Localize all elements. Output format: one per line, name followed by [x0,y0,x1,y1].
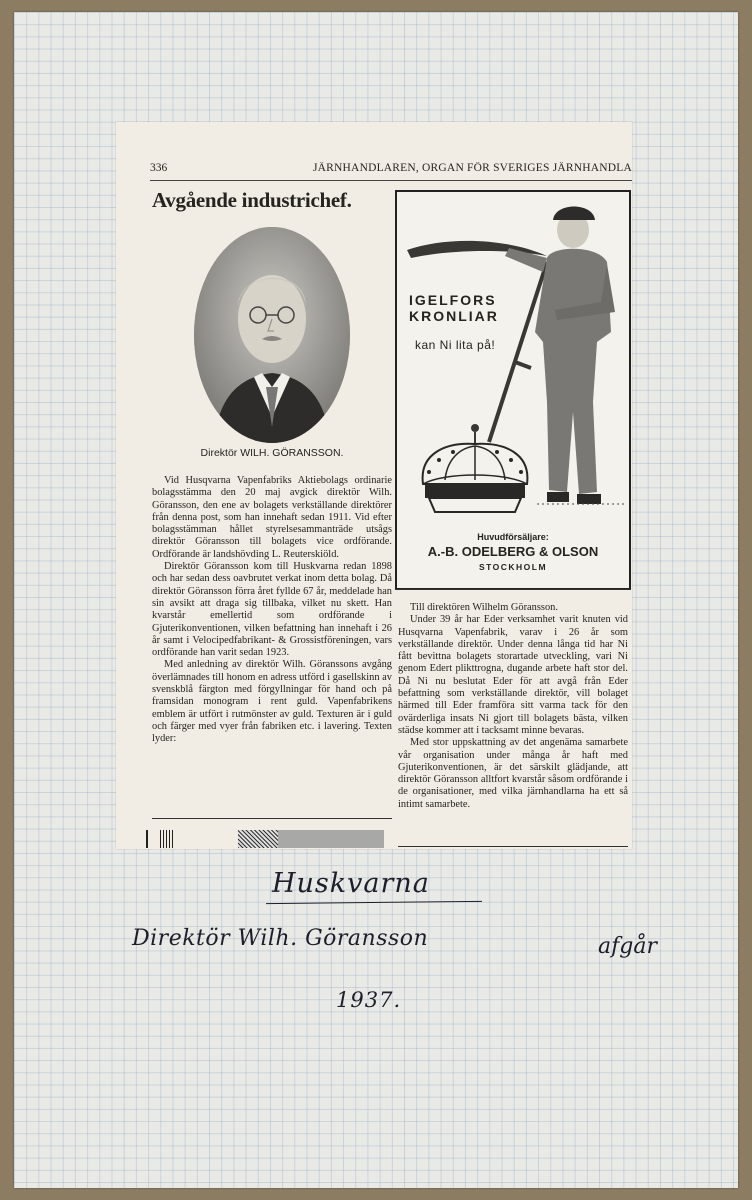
column-rule [395,589,631,590]
paragraph: Med anledning av direktör Wilh. Göranssons avgång överlämnades till honom en adress utförd i gasellskinn av svenskblå färgton med förgyllningar för hand och på framsidan monogram i rent guld. Vapenfabrikens emblem är utfört i rutmönster av guld. Texturen är i guld och färger med vyer från fabriken etc. i lavering. Texten lyder: [152,659,392,745]
bar-mark [278,830,384,848]
archive-sheet [14,12,738,1188]
paragraph: Under 39 år har Eder verksamhet varit knuten vid Husqvarna Vapenfabrik, varav i 26 år som verkställande direktör. Under denna långa tid har Ni fått bevittna bolagets storartade utveckling, vari Ni genom Edert plikttrogna, dugande arbete haft stor del. Då Ni nu beslutat Eder för att avgå från Eder befattning som verkställande direktör, vill bolaget härmed till Eder framföra sitt varma tack för den ovärderliga insats Ni gjort till bolagets bästa, vilken städse kommer att i tacksamt minne bevaras. [398,614,628,736]
bar-mark [160,830,174,848]
portrait-photo [194,227,350,443]
handwritten-underline [266,901,482,904]
paragraph: Med stor uppskattning av det angenäma samarbete vår organisation under många år haft med Gjuterikonventionen, är det särskilt glädjande, att direktör Göransson alltfort kvarstår såsom ordförande i de organisationer, med vilka järnhandlarna ha ett så intimt samarbete. [398,737,628,810]
bar-mark [238,830,278,848]
column-rule [398,846,628,847]
ad-city: STOCKHOLM [478,562,548,572]
page-number: 336 [150,162,168,174]
handwritten-note-end: afgår [598,934,657,959]
advertisement [395,190,631,590]
journal-title: JÄRNHANDLAREN, ORGAN FÖR SVERIGES JÄRNHANDLA [313,162,632,174]
page-header [150,162,632,181]
handwritten-year: 1937. [336,988,402,1012]
paragraph: Till direktören Wilhelm Göransson. [410,602,558,613]
headline: Avgående industrichef. [152,188,352,212]
bar-mark [146,830,148,848]
photo-caption: Direktör WILH. GÖRANSSON. [200,447,344,459]
column-rule [152,818,392,819]
paragraph: Direktör Göransson kom till Huskvarna redan 1898 och har sedan dess oavbrutet verkat inom detta bolag. Då direktör Göransson förra året fyllde 67 år, meddelade han sin avsikt att draga sig tillbaka, vilket nu skett. Han kvarstår emellertid som ordförande i Gjuterikonventionen, vilken befattning han innehaft i 26 år samt i Velocipedfabrikant- & Grossistföreningen, vars ordförande han varit sedan 1923. [152,561,392,659]
ad-company-name: A.-B. ODELBERG & OLSON [427,544,599,559]
article-left-column [152,475,392,746]
ad-brand [409,292,519,324]
ad-slogan: kan Ni lita på! [415,338,496,352]
worker-with-scythe-illustration [397,192,629,588]
handwritten-place: Huskvarna [272,868,430,899]
print-color-bars [146,830,386,848]
paragraph: Vid Husqvarna Vapenfabriks Aktiebolags ordinarie bolagsstämma den 20 maj avgick direktör Wilh. Göransson, den ene av bolagets verkställande direktörer från denna post, som han innehaft sedan 1911. Vid efter bolagsstämman hållet styrelsesammanträde utsågs direktör Göransson till bolagets vice ordförande. Ordförande är landshövding L. Reuterskiöld. [152,475,392,560]
article-right-column [398,602,628,811]
ad-distributor-label: Huvudförsäljare: [477,532,549,542]
ad-brand-line: IGELFORS [409,292,497,308]
handwritten-note: Direktör Wilh. Göransson [132,926,429,951]
newspaper-clipping [116,122,632,849]
ad-brand-line: KRONLIAR [409,308,499,324]
